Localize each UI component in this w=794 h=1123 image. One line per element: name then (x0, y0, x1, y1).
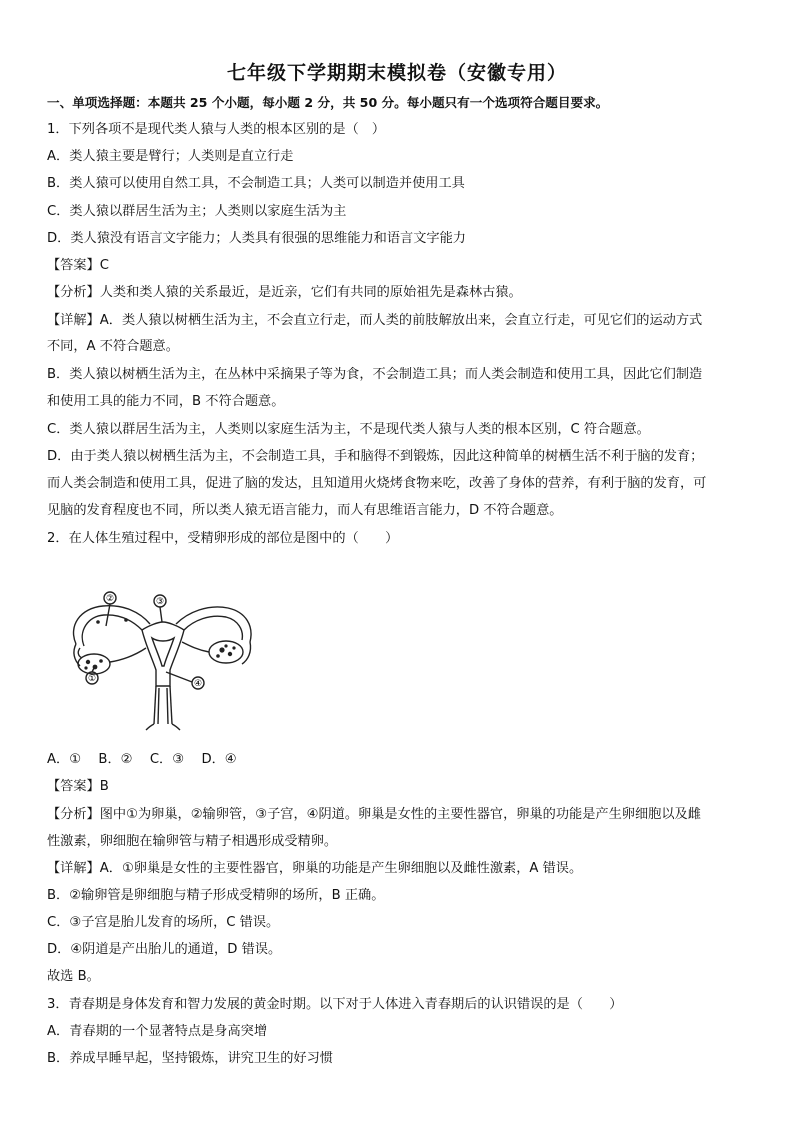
q2-detail-d: D．④阴道是产出胎儿的通道，D 错误。 (47, 942, 282, 957)
q2-options: A．① B．② C．③ D．④ (47, 752, 237, 767)
q2-detail-c: C．③子宫是胎儿发育的场所，C 错误。 (47, 915, 280, 930)
q2-detail-b: B．②输卵管是卵细胞与精子形成受精卵的场所，B 正确。 (47, 888, 385, 903)
q3-option-b: B．养成早睡早起，坚持锻炼，讲究卫生的好习惯 (47, 1051, 333, 1066)
q1-detail-b-line2: 和使用工具的能力不同，B 不符合题意。 (47, 394, 285, 409)
q3-stem: 3．青春期是身体发育和智力发展的黄金时期。以下对于人体进入青春期后的认识错误的是（ ） (47, 997, 623, 1012)
q1-detail-d-line3: 见脑的发育程度也不同，所以类人猿无语言能力，而人有思维语言能力，D 不符合题意。 (47, 503, 563, 518)
q1-detail-b-line1: B．类人猿以树栖生活为主，在丛林中采摘果子等为食，不会制造工具；而人类会制造和使用工具，因此它们制造 (47, 367, 703, 382)
female-reproductive-system-diagram (58, 586, 268, 731)
label-4: ④ (193, 679, 203, 689)
q1-detail-c: C．类人猿以群居生活为主，人类则以家庭生活为主，不是现代类人猿与人类的根本区别，C 符合题意。 (47, 422, 650, 437)
q1-stem: 1．下列各项不是现代类人猿与人类的根本区别的是（ ） (47, 122, 386, 137)
q2-analysis-line1: 【分析】图中①为卵巢，②输卵管，③子宫，④阴道。卵巢是女性的主要性器官，卵巢的功能是产生卵细胞以及雌 (47, 807, 701, 822)
q1-option-a: A．类人猿主要是臂行；人类则是直立行走 (47, 149, 294, 164)
q1-detail-d-line2: 而人类会制造和使用工具，促进了脑的发达，且知道用火烧烤食物来吃，改善了身体的营养，有利于脑的发育，可 (47, 476, 707, 491)
q1-detail-a-line1: 【详解】A．类人猿以树栖生活为主，不会直立行走，而人类的前肢解放出来，会直立行走，可见它们的运动方式 (47, 313, 703, 328)
label-2: ② (105, 594, 115, 604)
label-1: ① (87, 674, 97, 684)
q2-answer: 【答案】B (47, 779, 109, 794)
q1-analysis: 【分析】人类和类人猿的关系最近，是近亲，它们有共同的原始祖先是森林古猿。 (47, 285, 522, 300)
q1-answer: 【答案】C (47, 258, 109, 273)
q1-detail-d-line1: D．由于类人猿以树栖生活为主，不会制造工具，手和脑得不到锻炼，因此这种简单的树栖生活不利于脑的发育； (47, 449, 704, 464)
q2-stem: 2．在人体生殖过程中，受精卵形成的部位是图中的（ ） (47, 531, 399, 546)
q2-detail-a: 【详解】A．①卵巢是女性的主要性器官，卵巢的功能是产生卵细胞以及雌性激素，A 错误。 (47, 861, 583, 876)
q2-conclusion: 故选 B。 (47, 969, 100, 984)
q1-option-b: B．类人猿可以使用自然工具，不会制造工具；人类可以制造并使用工具 (47, 176, 465, 191)
q1-option-c: C．类人猿以群居生活为主；人类则以家庭生活为主 (47, 204, 347, 219)
page-title: 七年级下学期期末模拟卷（安徽专用） (226, 62, 567, 84)
label-3: ③ (155, 597, 165, 607)
q1-option-d: D．类人猿没有语言文字能力；人类具有很强的思维能力和语言文字能力 (47, 231, 466, 246)
q3-option-a: A．青春期的一个显著特点是身高突增 (47, 1024, 268, 1039)
q2-analysis-line2: 性激素，卵细胞在输卵管与精子相遇形成受精卵。 (47, 834, 338, 849)
q1-detail-a-line2: 不同，A 不符合题意。 (47, 339, 179, 354)
section-header: 一、单项选择题：本题共 25 个小题，每小题 2 分，共 50 分。每小题只有一个选项符合题目要求。 (47, 95, 609, 110)
